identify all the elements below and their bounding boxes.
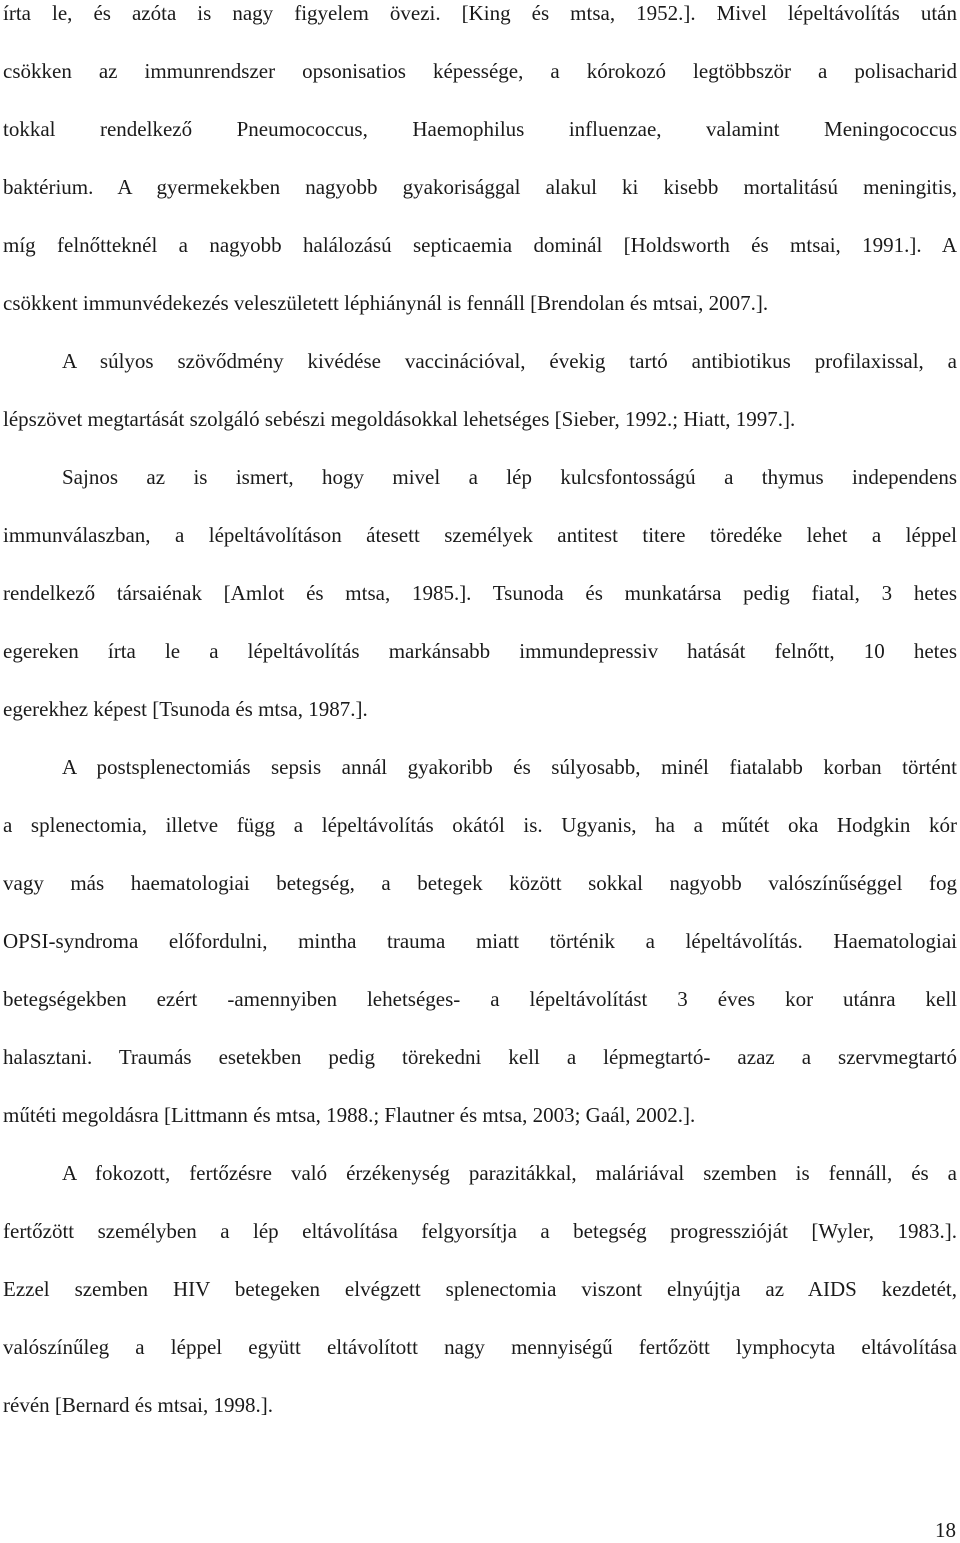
text-line: műtéti megoldásra [Littmann és mtsa, 1988.; Flautner és mtsa, 2003; Gaál, 2002.]. [3,1103,696,1127]
text-line: írta le, és azóta is nagy figyelem övezi. [King és mtsa, 1952.]. Mivel lépeltávolítás után [3,1,957,25]
text-line: fertőzött személyben a lép eltávolítása felgyorsítja a betegség progresszióját [Wyler, 1983.]. [3,1219,957,1243]
page-number: 18 [935,1518,956,1542]
text-line: lépszövet megtartását szolgáló sebészi megoldásokkal lehetséges [Sieber, 1992.; Hiatt, 1997.]. [3,407,796,431]
text-line: csökken az immunrendszer opsonisatios képessége, a kórokozó legtöbbször a polisacharid [3,59,957,83]
text-line: csökkent immunvédekezés veleszületett léphiánynál is fennáll [Brendolan és mtsai, 2007.]. [3,291,769,315]
text-line: OPSI-syndroma előfordulni, mintha trauma miatt történik a lépeltávolítás. Haematologiai [3,929,957,953]
text-line: baktérium. A gyermekekben nagyobb gyakorisággal alakul ki kisebb mortalitású meningitis, [3,175,957,199]
paragraph-first-line: A postsplenectomiás sepsis annál gyakoribb és súlyosabb, minél fiatalabb korban történt [62,755,957,779]
text-line: rendelkező társaiénak [Amlot és mtsa, 1985.]. Tsunoda és munkatársa pedig fiatal, 3 hetes [3,581,957,605]
text-line: immunválaszban, a lépeltávolításon átesett személyek antitest titere töredéke lehet a léppel [3,523,957,547]
paragraph-first-line: A súlyos szövődmény kivédése vaccinációval, évekig tartó antibiotikus profilaxissal, a [62,349,957,373]
text-line: a splenectomia, illetve függ a lépeltávolítás okától is. Ugyanis, ha a műtét oka Hodgkin kór [3,813,957,837]
text-line: Ezzel szemben HIV betegeken elvégzett splenectomia viszont elnyújtja az AIDS kezdetét, [3,1277,957,1301]
text-line: révén [Bernard és mtsai, 1998.]. [3,1393,273,1417]
text-line: tokkal rendelkező Pneumococcus, Haemophilus influenzae, valamint Meningococcus [3,117,957,141]
text-line: vagy más haematologiai betegség, a betegek között sokkal nagyobb valószínűséggel fog [3,871,957,895]
text-line: valószínűleg a léppel együtt eltávolított nagy mennyiségű fertőzött lymphocyta eltávolítása [3,1335,957,1359]
paragraph-first-line: A fokozott, fertőzésre való érzékenység parazitákkal, maláriával szemben is fennáll, és a [62,1161,957,1185]
text-line: egereken írta le a lépeltávolítás markánsabb immundepressiv hatását felnőtt, 10 hetes [3,639,957,663]
text-line: míg felnőtteknél a nagyobb halálozású septicaemia dominál [Holdsworth és mtsai, 1991.]. A [3,233,957,257]
text-line: betegségekben ezért -amennyiben lehetséges- a lépeltávolítást 3 éves kor utánra kell [3,987,957,1011]
text-line: halasztani. Traumás esetekben pedig törekedni kell a lépmegtartó- azaz a szervmegtartó [3,1045,957,1069]
text-line: egerekhez képest [Tsunoda és mtsa, 1987.]. [3,697,368,721]
paragraph-first-line: Sajnos az is ismert, hogy mivel a lép kulcsfontosságú a thymus independens [62,465,957,489]
